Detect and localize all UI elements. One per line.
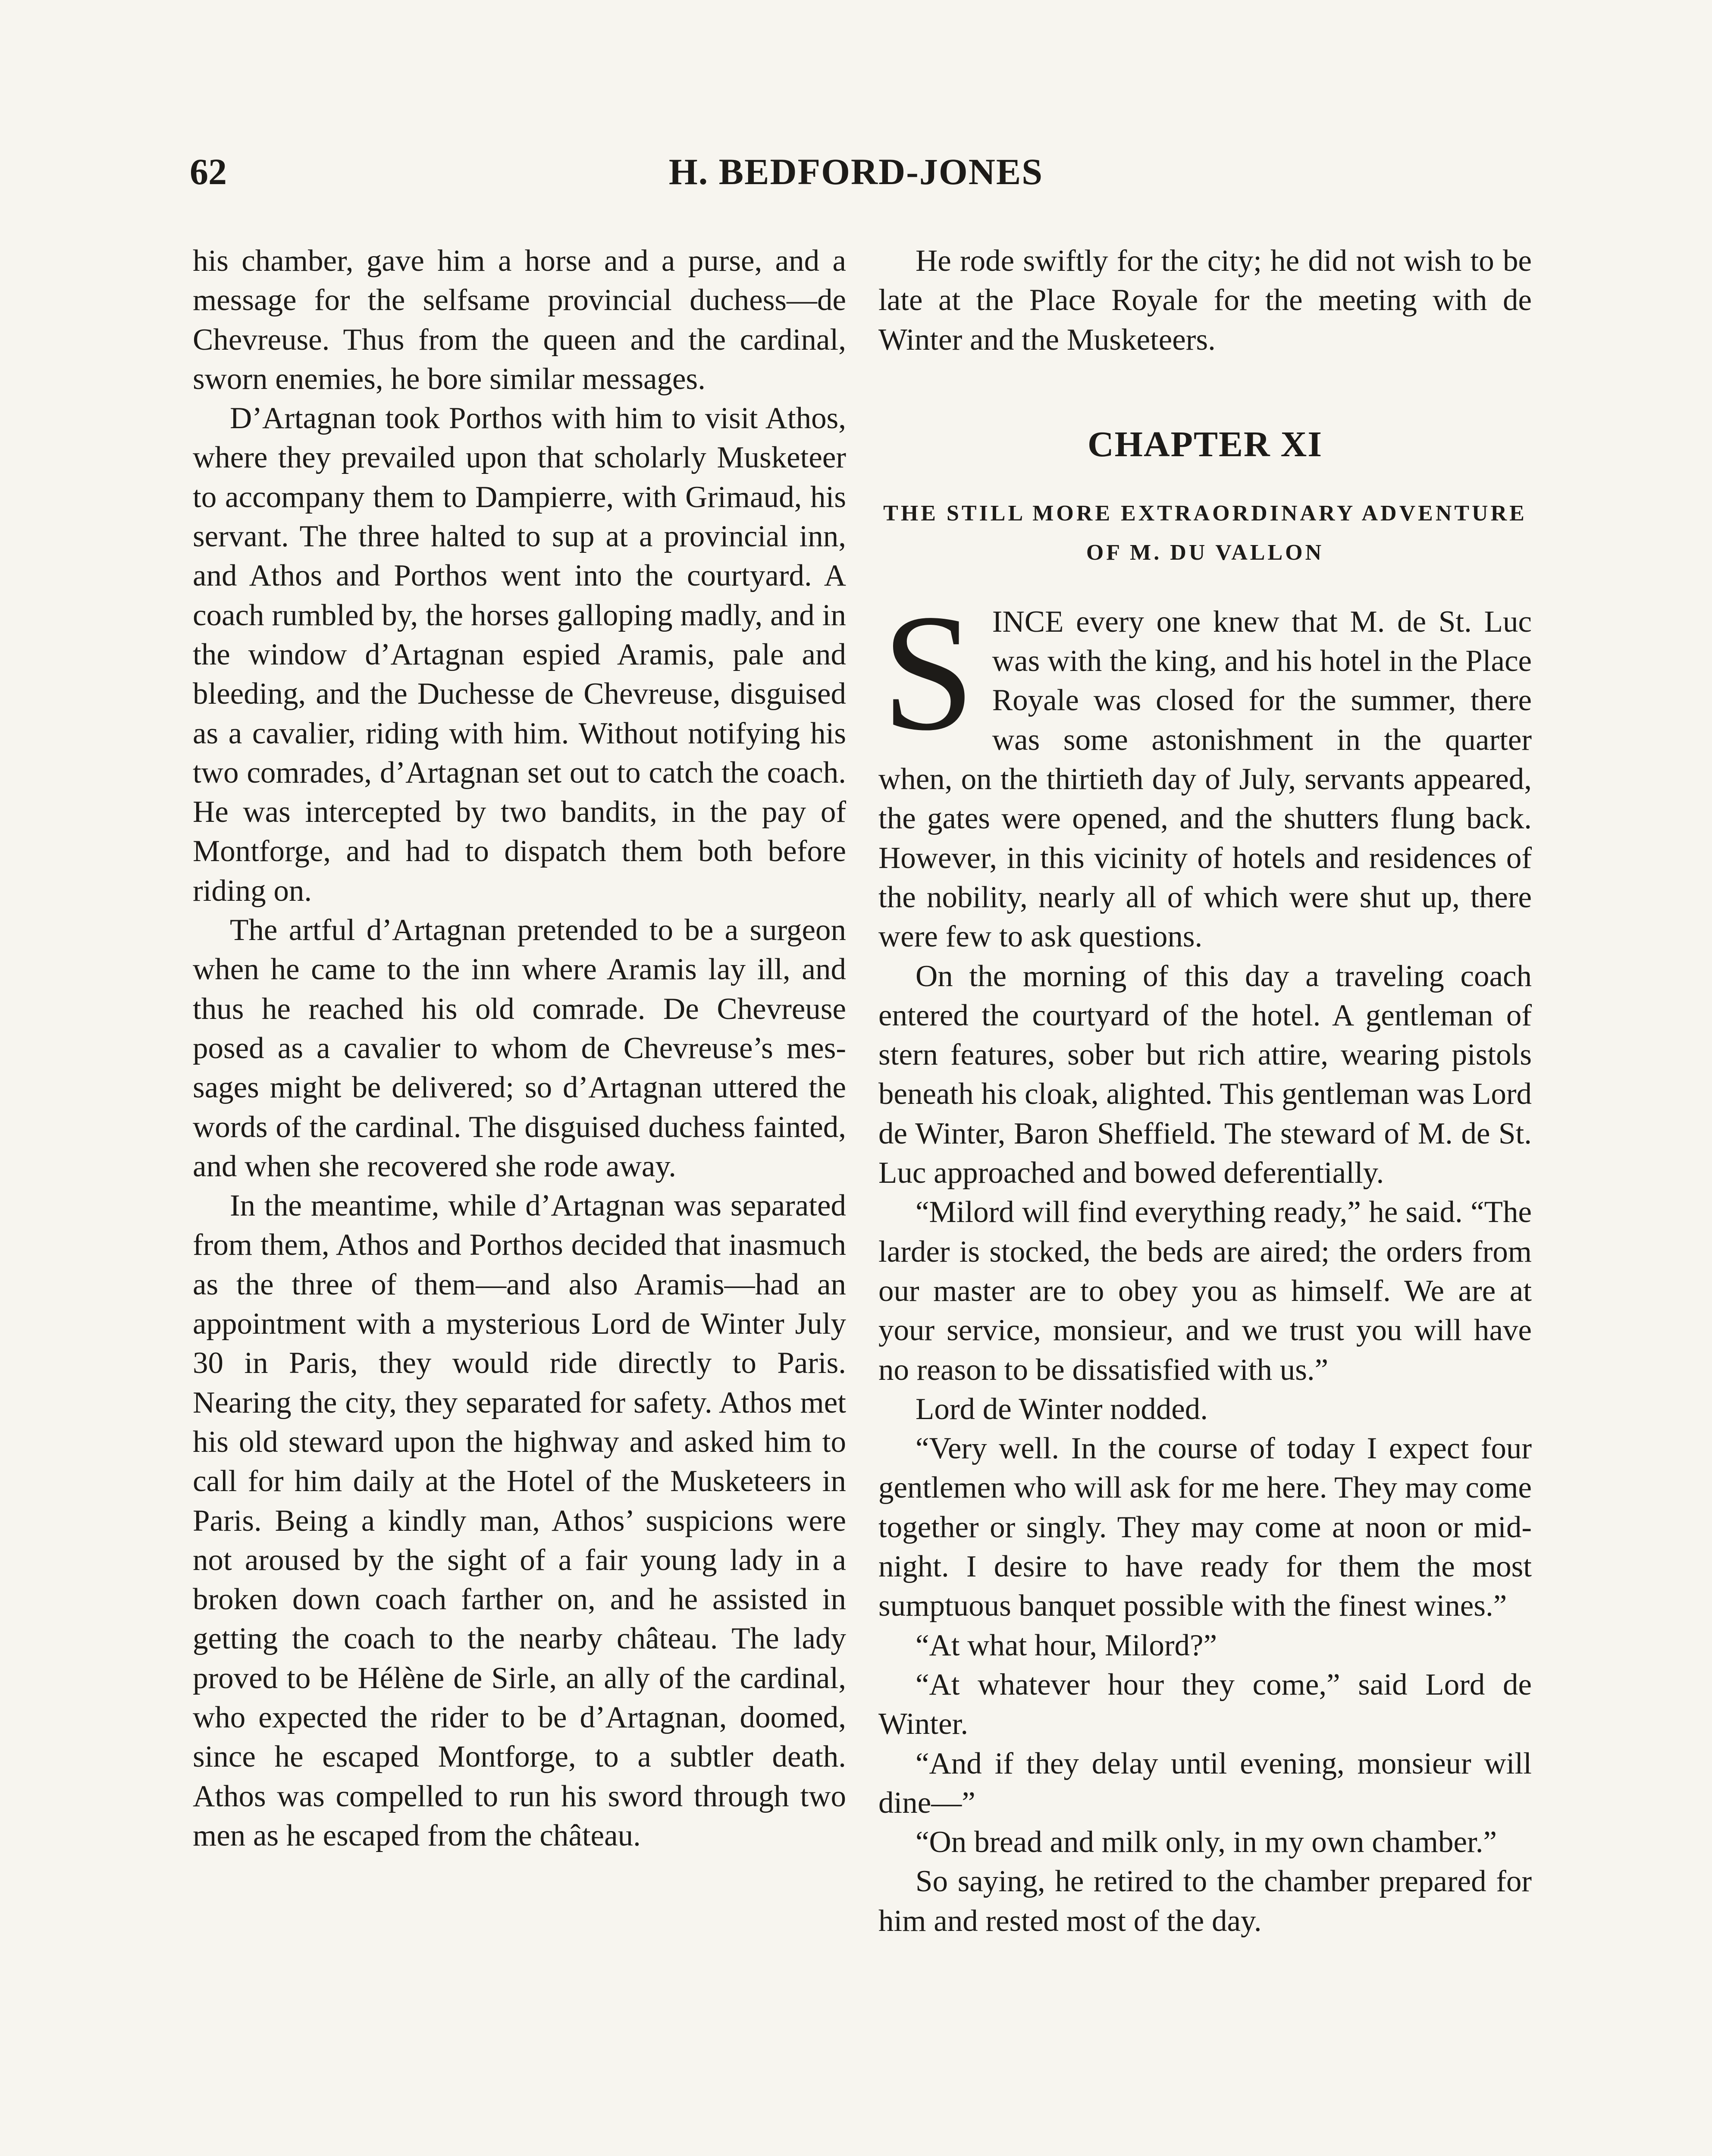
paragraph: On the morning of this day a traveling coach entered the courtyard of the hotel. A gentleman of stern features, sober but rich attire, wearing pistols beneath his cloak, alighted. This gentleman was Lord de Winter, Baron Sheffield. The steward of M. de St. Luc approached and bowed deferentially. (878, 959, 1532, 1190)
paragraph: “Very well. In the course of today I expect four gentlemen who will ask for me here. They may come together or singly. They may come at noon or midnight. I desire to have ready for them the most sumptuous banquet possible with the finest wines.” (878, 1432, 1532, 1623)
paragraph: Lord de Winter nodded. (916, 1392, 1208, 1426)
chapter-heading: CHAPTER XI (1087, 424, 1323, 464)
page-number: 62 (190, 151, 227, 192)
running-head: H. BEDFORD-JONES (668, 151, 1044, 192)
paragraph: In the meantime, while d’Artagnan was separated from them, Athos and Porthos decided that inasmuch as the three of them—and also Aramis—had an appointment with a mysterious Lord de Winter July 30 in Paris, they would ride directly to Paris. Nearing the city, they separated for safety. Athos met his old steward upon the highway and asked him to call for him daily at the Hotel of the Musketeers in Paris. Being a kindly man, Athos’ suspicions were not aroused by the sight of a fair young lady in a broken down coach farther on, and he assisted in getting the coach to the nearby château. The lady proved to be Hélène de Sirle, an ally of the cardinal, who expected the rider to be d’Artagnan, doomed, since he escaped Montforge, to a subtler death. Athos was compelled to run his sword through two men as he escaped from the château. (193, 1189, 846, 1852)
paragraph: “On bread and milk only, in my own chamber.” (916, 1825, 1497, 1859)
paragraph: “Milord will find everything ready,” he said. “The larder is stocked, the beds are aired; the orders from our master are to obey you as himself. We are at your service, monsieur, and we trust you will have no reason to be dissatisfied with us.” (878, 1195, 1532, 1387)
paragraph: So saying, he retired to the chamber prepared for him and rested most of the day. (878, 1865, 1532, 1938)
paragraph: He rode swiftly for the city; he did not wish to be late at the Place Royale for the meeting with de Winter and the Musketeers. (878, 244, 1532, 357)
paragraph: “And if they delay until evening, monsieur will dine—” (878, 1746, 1532, 1820)
drop-cap: S (882, 579, 975, 765)
paragraph: “At whatever hour they come,” said Lord de Winter. (878, 1667, 1532, 1741)
opening-text: INCE every one knew that M. de St. Luc was with the king, and his hotel in the Place Royale was closed for the summer, there was some astonishment in the quarter when, on the thirtieth day of July, servants appeared, the gates were opened, and the shutters flung back. However, in this vicinity of hotels and residences of the nobility, nearly all of which were shut up, there were few to ask questions. (878, 605, 1532, 954)
paragraph: his chamber, gave him a horse and a purse, and a message for the selfsame provincial duchess—de Chevreuse. Thus from the queen and the cardinal, sworn enemies, he bore similar messages. (193, 244, 846, 396)
paragraph: D’Artagnan took Porthos with him to visit Athos, where they prevailed upon that scholarly Musketeer to accompany them to Dampierre, with Grimaud, his servant. The three halted to sup at a provincial inn, and Athos and Porthos went into the courtyard. A coach rumbled by, the horses galloping madly, and in the window d’Artagnan espied Aramis, pale and bleeding, and the Duchesse de Chevreuse, disguised as a cavalier, riding with him. Without notifying his two comrades, d’Artagnan set out to catch the coach. He was intercepted by two bandits, in the pay of Montforge, and had to dispatch them both before riding on. (193, 401, 846, 908)
chapter-opening-paragraph (878, 579, 1532, 957)
right-column (878, 241, 1532, 1941)
chapter-subtitle: THE STILL MORE EXTRAORDINARY ADVENTURE OF M. DU VALLON (883, 501, 1527, 565)
paragraph: “At what hour, Milord?” (916, 1628, 1217, 1662)
left-column (193, 241, 846, 1855)
paragraph: The artful d’Artagnan pretended to be a surgeon when he came to the inn where Aramis lay ill, and thus he reached his old comrade. De Chevreuse posed as a cavalier to whom de Chevreuse’s messages might be delivered; so d’Artagnan uttered the words of the cardinal. The disguised duchess fainted, and when she recovered she rode away. (193, 913, 846, 1183)
